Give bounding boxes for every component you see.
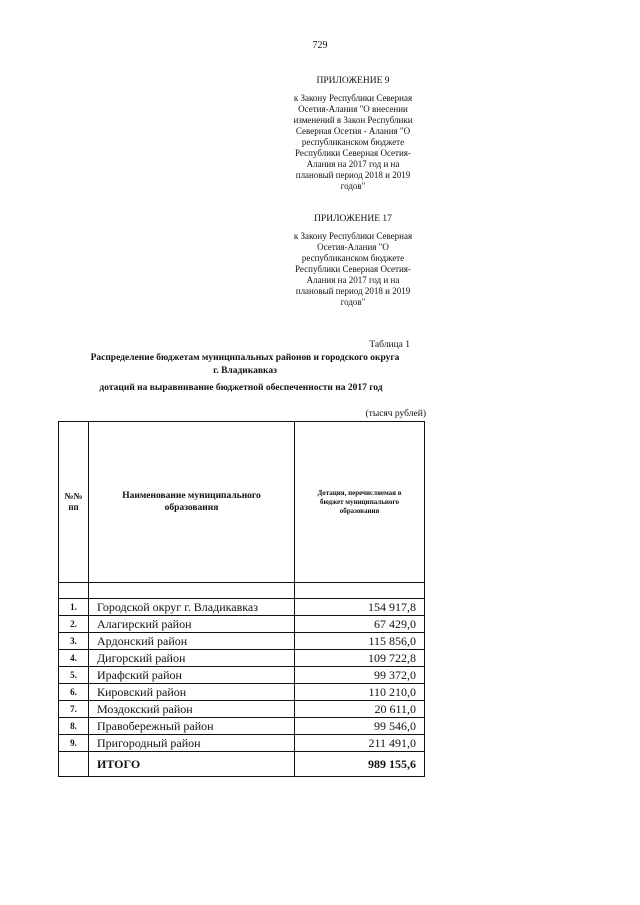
row-num: 5. [59,667,89,684]
row-amount: 154 917,8 [295,599,425,616]
row-num: 4. [59,650,89,667]
appendix-9-line: Северная Осетия - Алания "О [295,126,411,136]
appendix-17-line: республиканском бюджете [301,253,405,263]
spacer-cell [59,583,89,599]
row-num: 8. [59,718,89,735]
row-amount: 67 429,0 [295,616,425,633]
table-row [59,599,425,616]
table-row [59,701,425,718]
appendix-9-line: Республики Северная Осетия- [295,148,411,158]
row-num: 7. [59,701,89,718]
row-amount: 99 546,0 [295,718,425,735]
appendix-9-block [283,76,423,192]
total-label: ИТОГО [89,752,295,777]
table-header-row [59,422,425,583]
table-total-row [59,752,425,777]
appendix-17-line: плановый период 2018 и 2019 [295,286,411,296]
appendix-9-line: плановый период 2018 и 2019 [295,170,411,180]
table-number: Таблица 1 [369,340,410,350]
row-amount: 20 611,0 [295,701,425,718]
row-name: Кировский район [89,684,295,701]
appendix-9-title: ПРИЛОЖЕНИЕ 9 [316,76,390,86]
table-row [59,684,425,701]
total-num-cell [59,752,89,777]
document-title [50,352,440,395]
budget-table [58,421,425,777]
row-num: 1. [59,599,89,616]
row-name: Дигорский район [89,650,295,667]
table-spacer-row [59,583,425,599]
row-name: Городской округ г. Владикавказ [89,599,295,616]
table-row [59,650,425,667]
page-number: 729 [312,40,328,51]
appendix-17-title: ПРИЛОЖЕНИЕ 17 [314,214,392,224]
appendix-17-line: Алания на 2017 год и на [306,275,400,285]
row-num: 3. [59,633,89,650]
appendix-9-line: изменений в Закон Республики [293,115,413,125]
appendix-9-line: республиканском бюджете [301,137,405,147]
appendix-9-line: годов" [340,181,366,191]
row-name: Моздокский район [89,701,295,718]
appendix-9-line: к Закону Республики Северная [293,93,413,103]
header-amount: Дотация, перечисляемая в бюджет муниципального образования [295,422,425,583]
table-row [59,667,425,684]
appendix-17-line: к Закону Республики Северная [293,231,413,241]
row-name: Ирафский район [89,667,295,684]
title-line: г. Владикавказ [213,366,277,376]
row-name: Ардонский район [89,633,295,650]
total-amount: 989 155,6 [295,752,425,777]
header-num: №№ пп [59,422,89,583]
row-amount: 99 372,0 [295,667,425,684]
appendix-17-line: Осетия-Алания "О [317,242,389,252]
spacer-cell [89,583,295,599]
appendix-9-line: Алания на 2017 год и на [306,159,400,169]
row-amount: 110 210,0 [295,684,425,701]
row-name: Алагирский район [89,616,295,633]
units-label: (тысяч рублей) [365,409,426,419]
title-line: Распределение бюджетам муниципальных районов и городского округа [90,353,400,363]
row-amount: 109 722,8 [295,650,425,667]
appendix-17-line: годов" [340,297,366,307]
row-num: 2. [59,616,89,633]
table-row [59,735,425,752]
table-row [59,616,425,633]
row-amount: 211 491,0 [295,735,425,752]
row-num: 6. [59,684,89,701]
spacer-cell [295,583,425,599]
row-amount: 115 856,0 [295,633,425,650]
row-name: Пригородный район [89,735,295,752]
appendix-9-line: Осетия-Алания "О внесении [298,104,408,114]
row-name: Правобережный район [89,718,295,735]
header-name: Наименование муниципального образования [89,422,295,583]
appendix-17-line: Республики Северная Осетия- [295,264,411,274]
appendix-17-block [283,214,423,308]
row-num: 9. [59,735,89,752]
title-line: дотаций на выравнивание бюджетной обеспеченности на 2017 год [99,383,383,393]
table-row [59,633,425,650]
table-row [59,718,425,735]
